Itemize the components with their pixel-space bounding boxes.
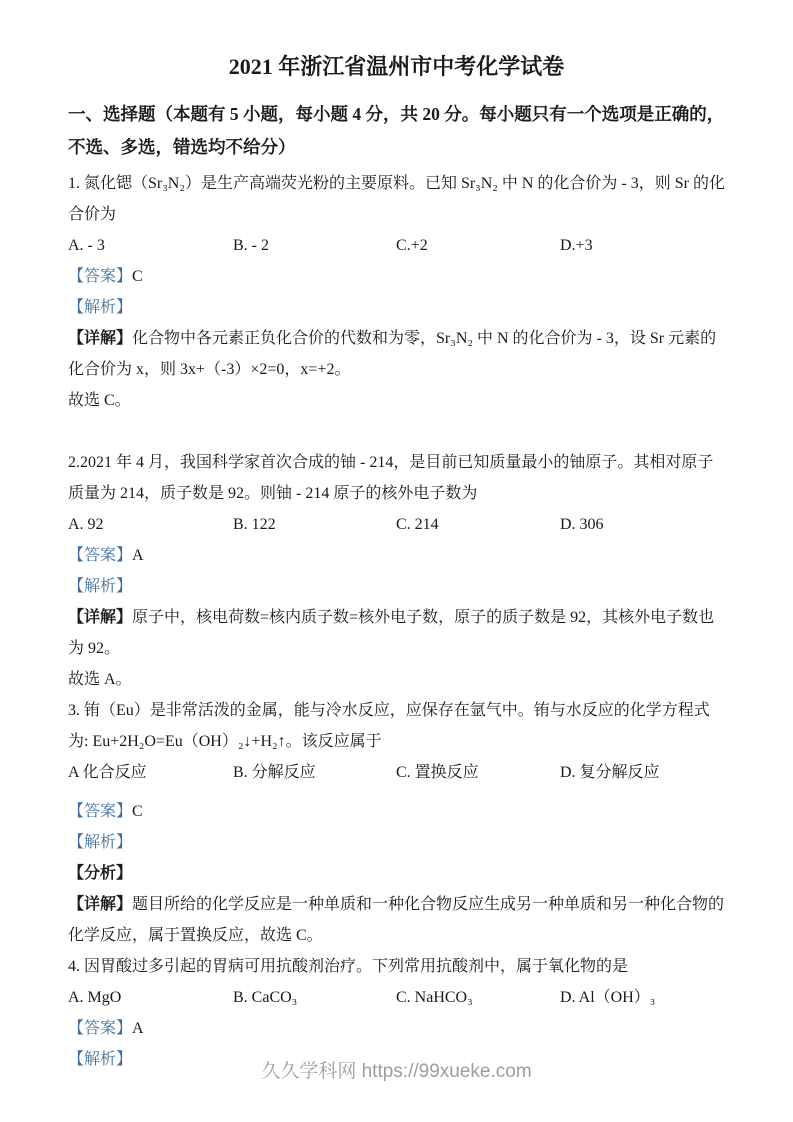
question-1-options [68, 230, 725, 261]
section-heading: 一、选择题（本题有 5 小题，每小题 4 分，共 20 分。每小题只有一个选项是正确的，不选、多选，错选均不给分） [68, 104, 725, 157]
question-2-stem: 2.2021 年 4 月，我国科学家首次合成的铀 - 214，是目前已知质量最小的铀原子。其相对原子质量为 214，质子数是 92。则铀 - 214 原子的核外电子数为 [68, 454, 714, 502]
question-1-answer-value: C [132, 268, 143, 285]
detail-label: 【详解】 [68, 330, 133, 347]
question-1-answer-line [68, 261, 725, 292]
question-3-jiexi-label: 【解析】 [68, 834, 133, 851]
question-2-option-a: A. 92 [68, 516, 104, 533]
question-2-option-b: B. 122 [233, 516, 276, 533]
question-1-option-a: A. - 3 [68, 237, 105, 254]
question-1-option-b: B. - 2 [233, 237, 269, 254]
question-4-stem: 4. 因胃酸过多引起的胃病可用抗酸剂治疗。下列常用抗酸剂中，属于氧化物的是 [68, 958, 629, 975]
question-3-fenxi-label: 【分析】 [68, 865, 133, 882]
answer-label: 【答案】 [68, 1020, 133, 1037]
question-3-stem: 3. 铕（Eu）是非常活泼的金属，能与冷水反应，应保存在氩气中。铕与水反应的化学方程式为: Eu+2H₂O=Eu（OH）₂↓+H₂↑。该反应属于 [68, 702, 710, 750]
question-1-jiexi-label: 【解析】 [68, 299, 133, 316]
detail-label: 【详解】 [68, 609, 133, 626]
question-3-option-c: C. 置换反应 [396, 764, 479, 781]
question-1-detail [68, 323, 725, 385]
question-2-answer-value: A [132, 547, 144, 564]
detail-label: 【详解】 [68, 896, 133, 913]
question-4-options [68, 982, 725, 1013]
question-3-detail-text: 题目所给的化学反应是一种单质和一种化合物反应生成另一种单质和另一种化合物的化学反应，属于置换反应，故选 C。 [68, 896, 725, 944]
question-4-answer-value: A [132, 1020, 144, 1037]
question-3-answer-value: C [132, 803, 143, 820]
footer-watermark: 久久学科网 https://99xueke.com [261, 1061, 532, 1082]
question-2-conclusion: 故选 A。 [68, 671, 132, 688]
question-2-options [68, 509, 725, 540]
question-4-option-d: D. Al（OH）₃ [560, 989, 656, 1006]
question-1-detail-text: 化合物中各元素正负化合价的代数和为零，Sr₃N₂ 中 N 的化合价为 - 3，设 Sr 元素的化合价为 x，则 3x+（-3）×2=0，x=+2。 [68, 330, 717, 378]
question-2-answer-line [68, 540, 725, 571]
question-1-option-c: C.+2 [396, 237, 428, 254]
answer-label: 【答案】 [68, 268, 133, 285]
question-4-option-b: B. CaCO₃ [233, 989, 298, 1006]
answer-label: 【答案】 [68, 547, 133, 564]
question-1-stem: 1. 氮化锶（Sr₃N₂）是生产高端荧光粉的主要原料。已知 Sr₃N₂ 中 N 的化合价为 - 3，则 Sr 的化合价为 [68, 175, 725, 223]
question-1-conclusion: 故选 C。 [68, 392, 131, 409]
question-3-option-d: D. 复分解反应 [560, 764, 660, 781]
question-4-answer-line [68, 1013, 725, 1044]
question-3-options [68, 757, 725, 788]
question-3-detail [68, 889, 725, 951]
question-4-option-a: A. MgO [68, 989, 122, 1006]
page-title: 2021 年浙江省温州市中考化学试卷 [228, 54, 565, 79]
question-2-detail [68, 602, 725, 664]
question-2-jiexi-label: 【解析】 [68, 578, 133, 595]
question-4-option-c: C. NaHCO₃ [396, 989, 473, 1006]
question-3-option-b: B. 分解反应 [233, 764, 316, 781]
question-3-option-a: A 化合反应 [68, 764, 147, 781]
question-2-option-c: C. 214 [396, 516, 439, 533]
question-2-option-d: D. 306 [560, 516, 604, 533]
question-1-option-d: D.+3 [560, 237, 593, 254]
question-4-jiexi-label: 【解析】 [68, 1051, 133, 1068]
question-3-answer-line [68, 796, 725, 827]
question-2-detail-text: 原子中，核电荷数=核内质子数=核外电子数，原子的质子数是 92，其核外电子数也为 92。 [68, 609, 715, 657]
answer-label: 【答案】 [68, 803, 133, 820]
